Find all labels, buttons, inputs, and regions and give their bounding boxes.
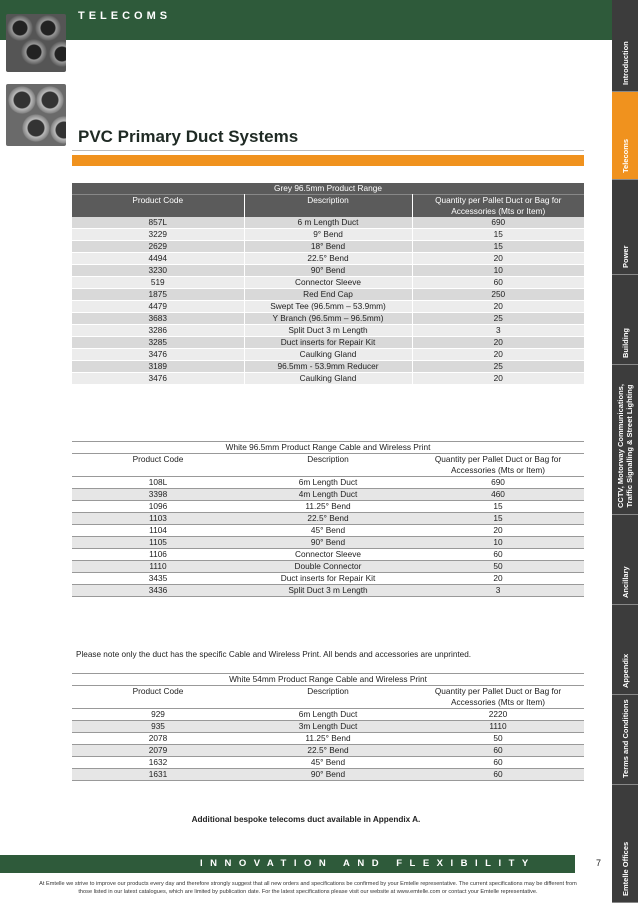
product-code-cell: 1632 (72, 757, 244, 769)
product-code-cell: 2629 (72, 241, 244, 253)
side-tab[interactable] (612, 605, 638, 695)
table-row (72, 757, 584, 769)
description-cell: 90° Bend (244, 265, 412, 277)
product-code-cell: 2078 (72, 733, 244, 745)
quantity-cell: 50 (412, 561, 584, 573)
description-cell: 3m Length Duct (244, 721, 412, 733)
quantity-cell: 15 (412, 229, 584, 241)
product-code-cell: 2079 (72, 745, 244, 757)
grey-product-table (72, 183, 584, 385)
side-tab[interactable] (612, 365, 638, 515)
table-row (72, 573, 584, 585)
tagline: INNOVATION AND FLEXIBILITY (200, 858, 536, 869)
side-tab-label: CCTV, Motorway Communications, Traffic Signalling & Street Lighting (616, 384, 634, 508)
product-code-cell: 3230 (72, 265, 244, 277)
table-row (72, 265, 584, 277)
bottom-banner (0, 855, 575, 873)
table-row (72, 313, 584, 325)
table-row (72, 477, 584, 489)
product-code-cell: 1096 (72, 501, 244, 513)
table-row (72, 525, 584, 537)
quantity-cell: 20 (412, 525, 584, 537)
quantity-cell: 690 (412, 477, 584, 489)
quantity-cell: 25 (412, 361, 584, 373)
product-code-cell: 4494 (72, 253, 244, 265)
product-code-cell: 1103 (72, 513, 244, 525)
side-tab-label: Emtelle Offices (620, 841, 630, 896)
description-cell: 90° Bend (244, 769, 412, 781)
quantity-cell: 25 (412, 313, 584, 325)
product-code-cell: 3229 (72, 229, 244, 241)
table-row (72, 513, 584, 525)
side-tab-label: Terms and Conditions (620, 699, 630, 778)
col-header-code: Product Code (72, 686, 244, 709)
quantity-cell: 10 (412, 265, 584, 277)
side-tab[interactable] (612, 0, 638, 92)
col-header-quantity: Quantity per Pallet Duct or Bag for Accessories (Mts or Item) (412, 454, 584, 477)
product-code-cell: 3683 (72, 313, 244, 325)
product-code-cell: 3286 (72, 325, 244, 337)
side-tab-label: Telecoms (620, 138, 630, 173)
table-row (72, 745, 584, 757)
col-header-code: Product Code (72, 454, 244, 477)
description-cell: 22.5° Bend (244, 745, 412, 757)
duct-photo-icon (6, 14, 66, 72)
top-banner (0, 0, 612, 40)
table-row (72, 289, 584, 301)
description-cell: Caulking Gland (244, 349, 412, 361)
quantity-cell: 20 (412, 301, 584, 313)
product-code-cell: 108L (72, 477, 244, 489)
table-row (72, 709, 584, 721)
description-cell: 9° Bend (244, 229, 412, 241)
table-row (72, 253, 584, 265)
description-cell: 11.25° Bend (244, 501, 412, 513)
description-cell: 18° Bend (244, 241, 412, 253)
table-row (72, 277, 584, 289)
side-tab-label: Appendix (620, 653, 630, 688)
table-row (72, 561, 584, 573)
description-cell: 6 m Length Duct (244, 217, 412, 229)
quantity-cell: 20 (412, 373, 584, 385)
quantity-cell: 60 (412, 745, 584, 757)
description-cell: Double Connector (244, 561, 412, 573)
description-cell: 90° Bend (244, 537, 412, 549)
table-row (72, 769, 584, 781)
product-code-cell: 1104 (72, 525, 244, 537)
page-number: 7 (596, 858, 602, 868)
quantity-cell: 20 (412, 253, 584, 265)
divider (72, 150, 584, 151)
quantity-cell: 1110 (412, 721, 584, 733)
description-cell: 11.25° Bend (244, 733, 412, 745)
product-code-cell: 519 (72, 277, 244, 289)
col-header-description: Description (244, 454, 412, 477)
quantity-cell: 20 (412, 573, 584, 585)
description-cell: 96.5mm - 53.9mm Reducer (244, 361, 412, 373)
table-row (72, 537, 584, 549)
col-header-code: Product Code (72, 195, 244, 218)
description-cell: 22.5° Bend (244, 253, 412, 265)
quantity-cell: 60 (412, 769, 584, 781)
section-label: TELECOMS (78, 10, 172, 22)
product-code-cell: 929 (72, 709, 244, 721)
quantity-cell: 15 (412, 501, 584, 513)
product-code-cell: 3285 (72, 337, 244, 349)
quantity-cell: 10 (412, 537, 584, 549)
quantity-cell: 3 (412, 325, 584, 337)
table-row (72, 361, 584, 373)
description-cell: 22.5° Bend (244, 513, 412, 525)
product-code-cell: 3476 (72, 373, 244, 385)
description-cell: Split Duct 3 m Length (244, 585, 412, 597)
table-row (72, 229, 584, 241)
white-96-product-table (72, 441, 584, 597)
col-header-quantity: Quantity per Pallet Duct or Bag for Accessories (Mts or Item) (412, 686, 584, 709)
product-code-cell: 1105 (72, 537, 244, 549)
side-tab-label: Building (620, 328, 630, 358)
page-title: PVC Primary Duct Systems (78, 127, 299, 146)
quantity-cell: 60 (412, 549, 584, 561)
side-tab[interactable] (612, 275, 638, 365)
quantity-cell: 250 (412, 289, 584, 301)
quantity-cell: 50 (412, 733, 584, 745)
description-cell: Connector Sleeve (244, 277, 412, 289)
quantity-cell: 15 (412, 241, 584, 253)
quantity-cell: 3 (412, 585, 584, 597)
quantity-cell: 460 (412, 489, 584, 501)
side-tab[interactable] (612, 785, 638, 903)
section-tabs (612, 0, 638, 903)
print-note: Please note only the duct has the specific Cable and Wireless Print. All bends and accessories are unprinted. (76, 650, 472, 659)
product-code-cell: 3189 (72, 361, 244, 373)
table-row (72, 373, 584, 385)
product-code-cell: 1875 (72, 289, 244, 301)
product-code-cell: 935 (72, 721, 244, 733)
product-code-cell: 3435 (72, 573, 244, 585)
side-tab[interactable] (612, 180, 638, 275)
table-row (72, 501, 584, 513)
product-code-cell: 1106 (72, 549, 244, 561)
white-54-product-table (72, 673, 584, 781)
description-cell: Y Branch (96.5mm – 96.5mm) (244, 313, 412, 325)
side-tab-label: Ancillary (620, 566, 630, 598)
table-row (72, 733, 584, 745)
duct-photo-icon (6, 84, 66, 146)
side-tab-label: Power (620, 245, 630, 268)
table-row (72, 549, 584, 561)
quantity-cell: 15 (412, 513, 584, 525)
description-cell: Swept Tee (96.5mm – 53.9mm) (244, 301, 412, 313)
product-code-cell: 3398 (72, 489, 244, 501)
product-code-cell: 857L (72, 217, 244, 229)
product-code-cell: 3476 (72, 349, 244, 361)
side-tab-label: Introduction (620, 41, 630, 85)
description-cell: 45° Bend (244, 757, 412, 769)
quantity-cell: 20 (412, 337, 584, 349)
table-caption: Grey 96.5mm Product Range (72, 183, 584, 195)
table-row (72, 489, 584, 501)
product-code-cell: 1631 (72, 769, 244, 781)
appendix-note: Additional bespoke telecoms duct available in Appendix A. (191, 815, 421, 824)
table-row (72, 721, 584, 733)
quantity-cell: 690 (412, 217, 584, 229)
product-code-cell: 3436 (72, 585, 244, 597)
col-header-description: Description (244, 195, 412, 218)
footer-disclaimer: At Emtelle we strive to improve our products every day and therefore strongly suggest that all new orders and specifications be confirmed by your Emtelle representative. The current specifications may be different from those listed in our latest catalogues, which are limited by publication date. For the latest specifications please visit our website at www.emtelle.com or contact your Emtelle representative. (39, 881, 577, 895)
table-row (72, 301, 584, 313)
description-cell: 45° Bend (244, 525, 412, 537)
description-cell: 4m Length Duct (244, 489, 412, 501)
description-cell: Caulking Gland (244, 373, 412, 385)
quantity-cell: 60 (412, 277, 584, 289)
product-code-cell: 1110 (72, 561, 244, 573)
table-caption: White 96.5mm Product Range Cable and Wireless Print (72, 442, 584, 454)
accent-bar (72, 155, 584, 166)
table-row (72, 217, 584, 229)
side-tab[interactable] (612, 515, 638, 605)
table-row (72, 585, 584, 597)
col-header-description: Description (244, 686, 412, 709)
quantity-cell: 2220 (412, 709, 584, 721)
col-header-quantity: Quantity per Pallet Duct or Bag for Accessories (Mts or Item) (412, 195, 584, 218)
table-row (72, 325, 584, 337)
description-cell: 6m Length Duct (244, 709, 412, 721)
product-code-cell: 4479 (72, 301, 244, 313)
description-cell: Duct inserts for Repair Kit (244, 573, 412, 585)
description-cell: Split Duct 3 m Length (244, 325, 412, 337)
table-row (72, 241, 584, 253)
table-row (72, 337, 584, 349)
quantity-cell: 60 (412, 757, 584, 769)
description-cell: 6m Length Duct (244, 477, 412, 489)
description-cell: Duct inserts for Repair Kit (244, 337, 412, 349)
side-tab[interactable] (612, 92, 638, 180)
side-tab[interactable] (612, 695, 638, 785)
quantity-cell: 20 (412, 349, 584, 361)
table-row (72, 349, 584, 361)
table-caption: White 54mm Product Range Cable and Wireless Print (72, 674, 584, 686)
description-cell: Red End Cap (244, 289, 412, 301)
description-cell: Connector Sleeve (244, 549, 412, 561)
